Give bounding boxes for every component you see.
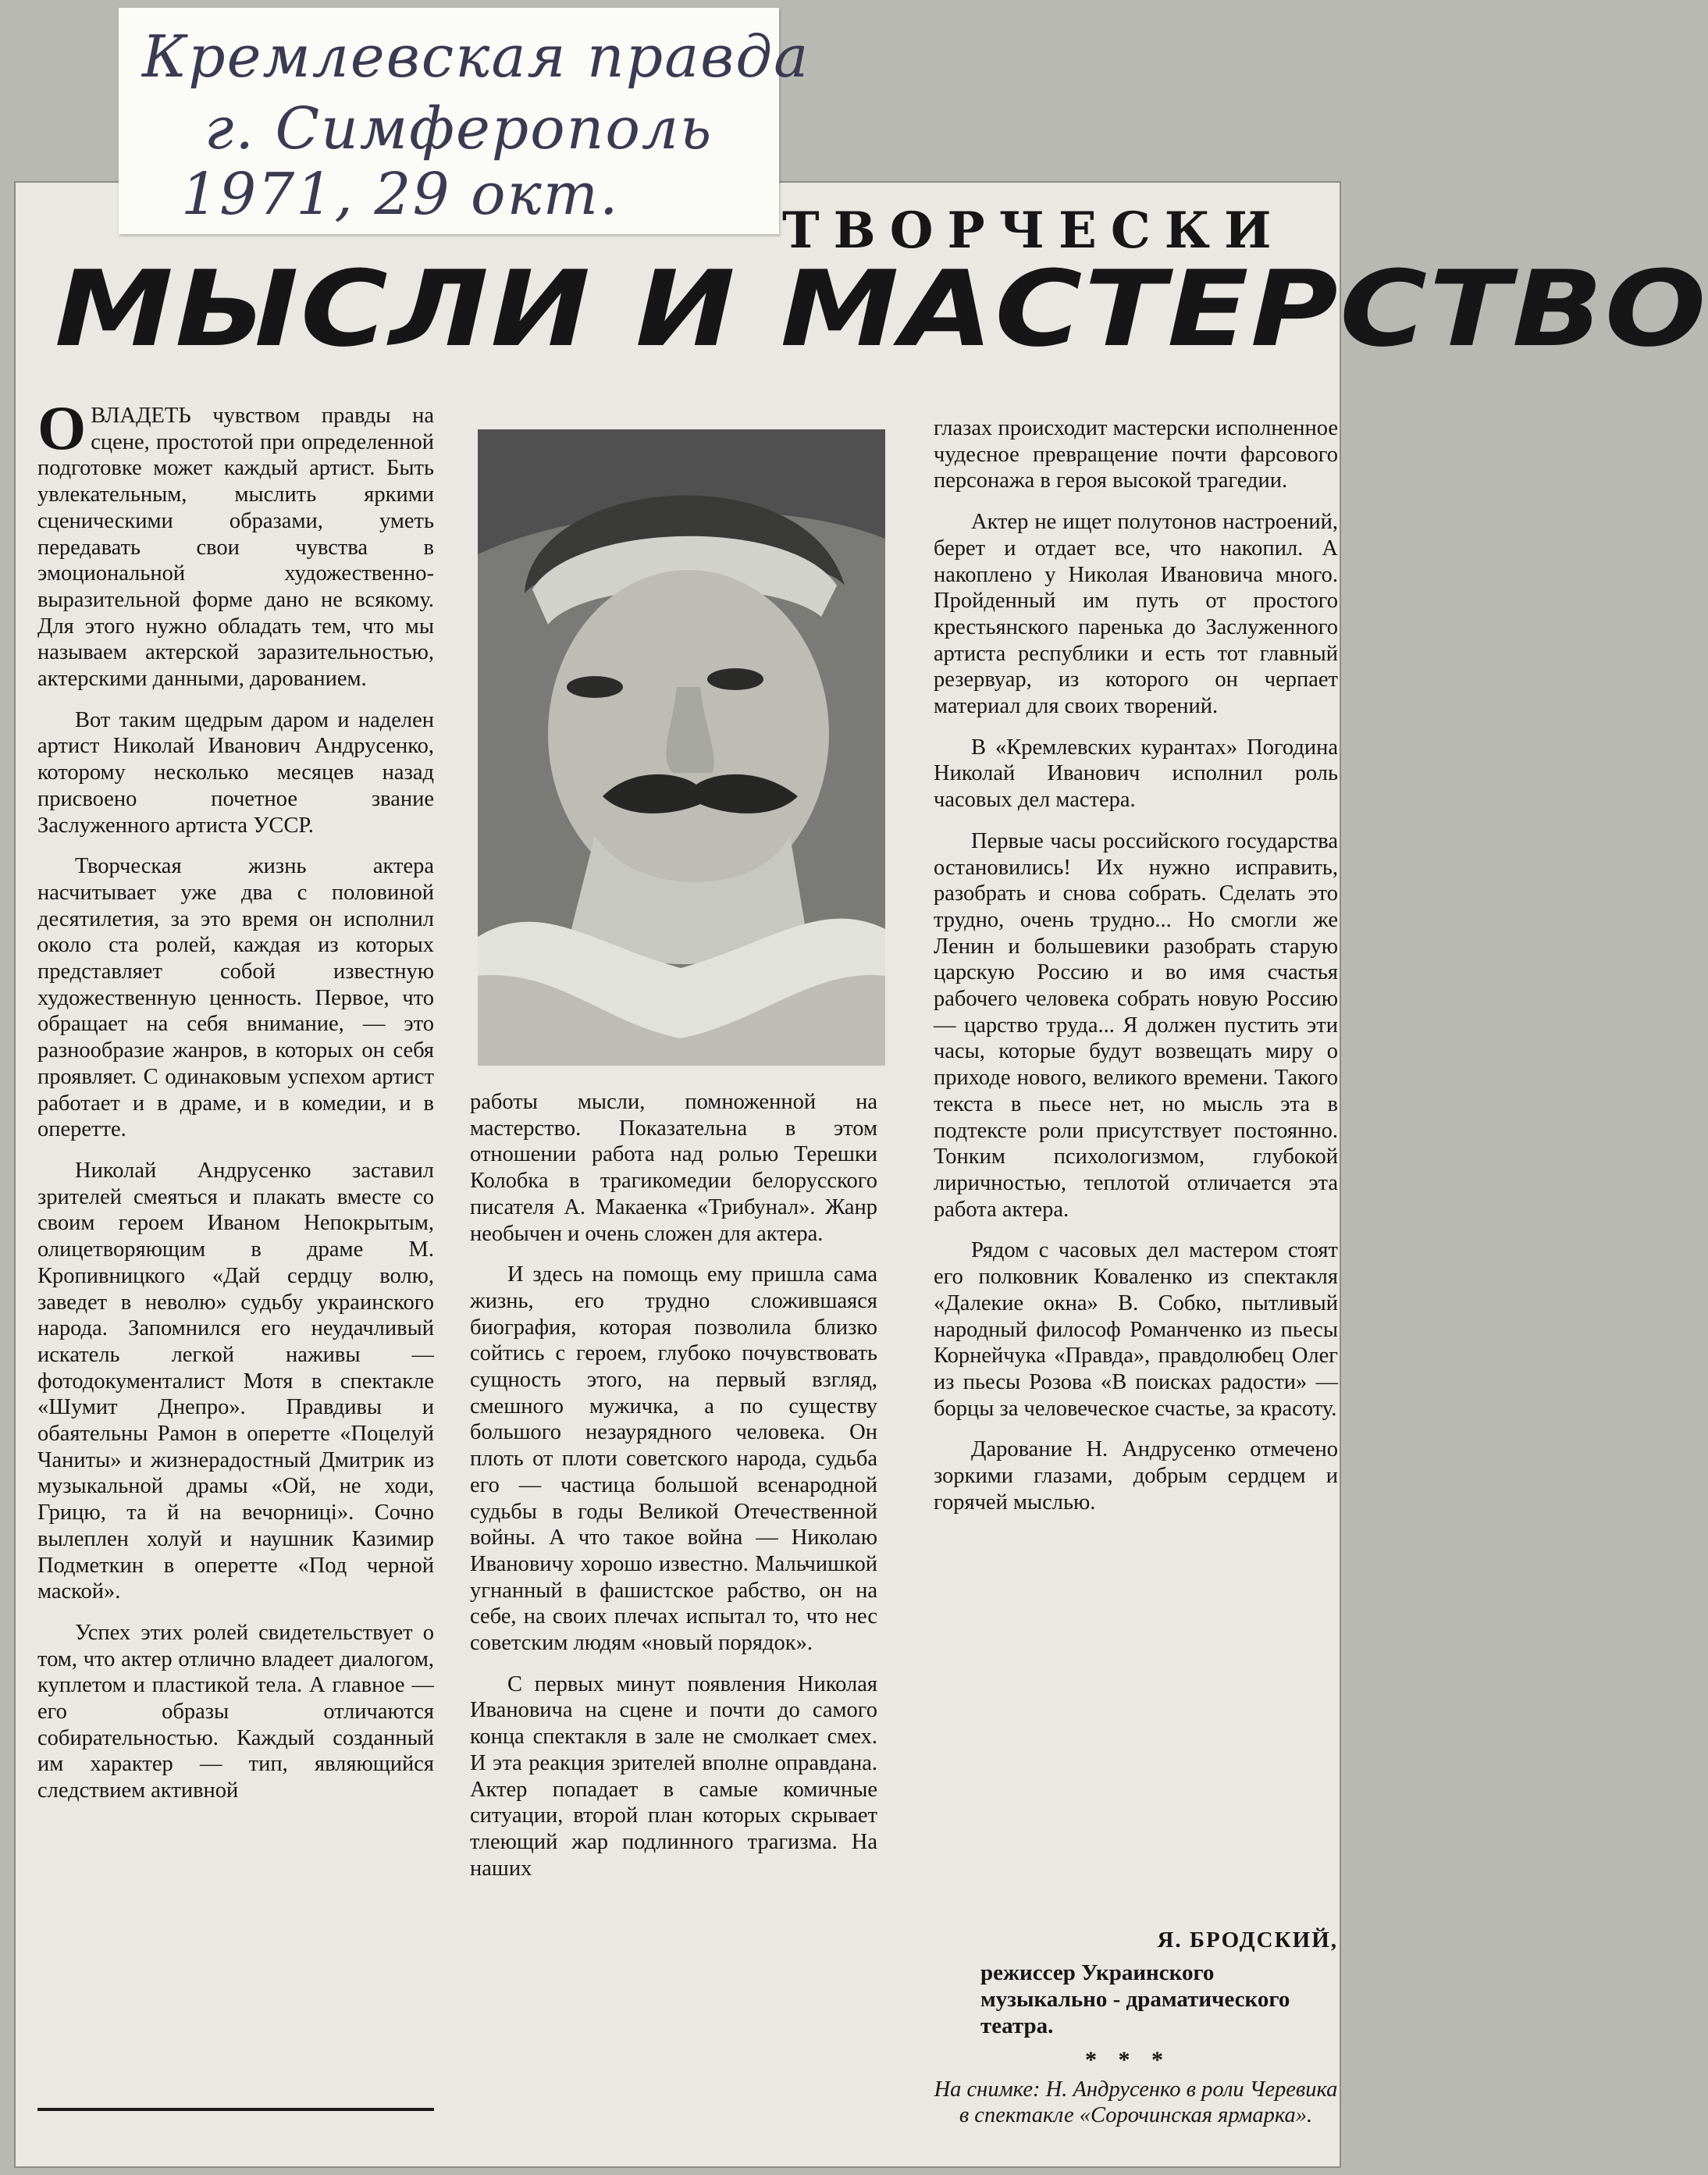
paragraph: Николай Андрусенко заставил зрителей смеяться и плакать вместе со своим героем Иваном Непокрытым, олицетворяющим в драме М. Кропивницкого «Дай сердцу волю, заведет в неволю» судьбу украинского народа. Запомнился его неудачливый искатель легкой наживы — фотодокументалист Мотя в спектакле «Шумит Днепро». Правдивы и обаятельны Рамон в оперетте «Поцелуй Чаниты» и жизнерадостный Дмитрик из музыкальной драмы «Ой, не ходи, Грицю, та й на вечорниці». Сочно вылеплен холуй и наушник Казимир Подметкин в оперетте «Под черной маской». xyxy=(37,1158,434,1604)
paragraph: ОВЛАДЕТЬ чувством правды на сцене, простотой при определенной подготовке может каждый артист. Быть увлекательным, мыслить яркими сценическими образами, уметь передавать свои чувства в эмоциональной художественно-выразительной форме дано не всякому. Для этого нужно обладать тем, что мы называем актерской заразительностью, актерскими данными, дарованием. xyxy=(37,394,434,692)
note-newspaper-name: Кремлевская правда xyxy=(142,23,810,91)
actor-photo xyxy=(478,429,885,1066)
paragraph: Творческая жизнь актера насчитывает уже два с половиной десятилетия, за это время он исполнил около ста ролей, каждая из которых представляет собой известную художественную ценность. Первое, что обращает на себя внимание, — это разнообразие жанров, в которых он себя проявляет. С одинаковым успехом артист работает и в драме, и в комедии, и в оперетте. xyxy=(37,854,434,1142)
paragraph: Успех этих ролей свидетельствует о том, что актер отлично владеет диалогом, куплетом и пластикой тела. А главное — его образы отличаются собирательностью. Каждый созданный им характер — тип, являющийся следствием активной xyxy=(37,1620,434,1803)
author-name: Я. БРОДСКИЙ, xyxy=(1157,1928,1338,1953)
article-column-2 xyxy=(470,1089,877,1896)
handwritten-note xyxy=(119,8,810,234)
article-column-3 xyxy=(934,415,1338,1530)
paragraph: Первые часы российского государства остановились! Их нужно исправить, разобрать и снова собрать. Сделать это трудно, очень трудно... Но смогли же Ленин и большевики разобрать старую царскую Россию и во имя счастья рабочего человека собрать новую Россию — царство труда... Я должен пустить эти часы, которые будут возвещать миру о приходе нового, великого времени. Такого текста в пьесе нет, но мысль эта в подтексте роли присутствует постоянно. Тонким психологизмом, глубокой лиричностью, теплотой отличается эта работа актера. xyxy=(934,828,1338,1222)
separator-stars: * * * xyxy=(1085,2047,1171,2073)
note-date: 1971, 29 окт. xyxy=(181,161,620,228)
photo-caption: На снимке: Н. Андрусенко в роли Черевика в спектакле «Сорочинская ярмарка». xyxy=(934,2077,1338,2127)
paragraph: С первых минут появления Николая Ивановича на сцене и почти до самого конца спектакля в зале не смолкает смех. И эта реакция зрителей вполне оправдана. Актер попадает в самые комичные ситуации, второй план которых скрывает тлеющий жар подлинного трагизма. На наших xyxy=(470,1671,877,1881)
drop-cap: О xyxy=(37,394,87,463)
paragraph: работы мысли, помноженной на мастерство. Показательна в этом отношении работа над ролью Терешки Колобка в трагикомедии белорусского писателя А. Макаенка «Трибунал». Жанр необычен и очень сложен для актера. xyxy=(470,1090,877,1246)
column-end-rule xyxy=(37,2108,434,2111)
article-column-1 xyxy=(37,394,434,1819)
paragraph: Дарование Н. Андрусенко отмечено зоркими глазами, добрым сердцем и горячей мыслью. xyxy=(934,1437,1338,1515)
actor-portrait-image xyxy=(478,429,885,1066)
paragraph: И здесь на помощь ему пришла сама жизнь, его трудно сложившаяся биография, которая позволила близко сойтись с героем, глубоко почувствовать сущность этого, на первый взгляд, смешного мужичка, а по существу большого незаурядного человека. Он плоть от плоти советского народа, судьба его — частица большой всенародной судьбы в годы Великой Отечественной войны. А что такое война — Николаю Ивановичу хорошо известно. Мальчишкой угнанный в фашистское рабство, он на себе, на своих плечах испытал то, что нес советским людям «новый порядок». xyxy=(470,1262,877,1656)
section-kicker: ТВОРЧЕСКИ xyxy=(782,201,1286,260)
paragraph: Вот таким щедрым даром и наделен артист Николай Иванович Андрусенко, которому несколько месяцев назад присвоено почетное звание Заслуженного артиста УССР. xyxy=(37,707,434,838)
paragraph: Рядом с часовых дел мастером стоят его полковник Коваленко из спектакля «Далекие окна» В. Собко, пытливый народный философ Романченко из пьесы Корнейчука «Правда», правдолюбец Олег из пьесы Розова «В поисках радости» — борцы за человеческое счастье, за красоту. xyxy=(934,1238,1338,1421)
paragraph: Актер не ищет полутонов настроений, берет и отдает все, что накопил. А накоплено у Николая Ивановича много. Пройденный им путь от простого крестьянского паренька до Заслуженного артиста республики и есть тот главный резервуар, из которого он черпает материал для своих творений. xyxy=(934,510,1338,719)
article-headline: МЫСЛИ И МАСТЕРСТВО xyxy=(55,248,1708,370)
note-city: г. Симферополь xyxy=(205,95,713,162)
paragraph: глазах происходит мастерски исполненное чудесное превращение почти фарсового персонажа в героя высокой трагедии. xyxy=(934,416,1338,493)
author-position: режиссер Украинского музыкально - драматического театра. xyxy=(980,1960,1290,2038)
paragraph: В «Кремлевских курантах» Погодина Николай Иванович исполнил роль часовых дел мастера. xyxy=(934,735,1338,813)
